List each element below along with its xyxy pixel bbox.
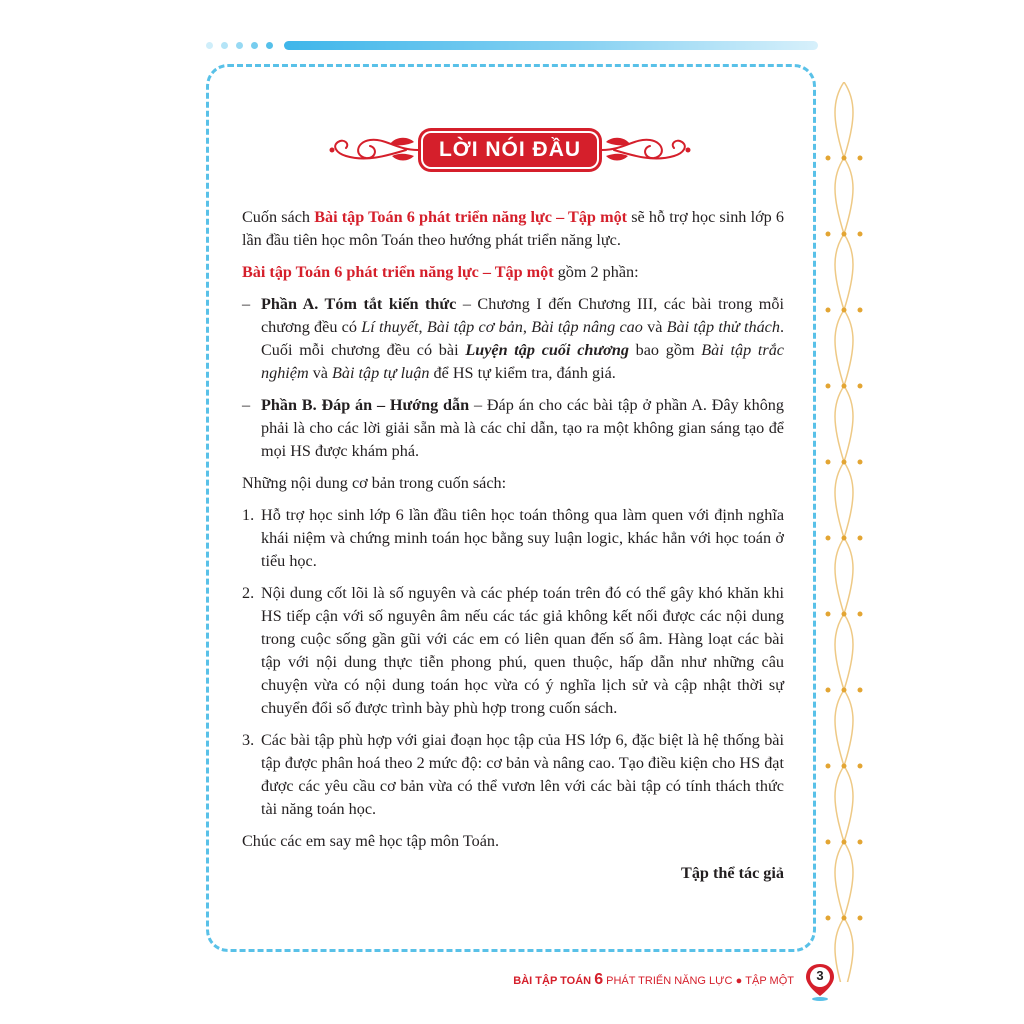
footer-grade: 6	[594, 971, 604, 988]
deco-dot	[266, 42, 273, 49]
part-a-item	[242, 293, 784, 385]
italic-run: Bài tập nâng cao	[531, 318, 643, 336]
item-number: 3.	[242, 731, 255, 749]
italic-run: Bài tập cơ bản	[426, 318, 523, 336]
item-number: 2.	[242, 584, 255, 602]
ornament-loop	[835, 538, 853, 614]
footer-bullet: ●	[735, 975, 743, 987]
right-ornament	[822, 82, 866, 982]
ornament-dot	[858, 460, 863, 465]
text-run: để HS tự kiểm tra, đánh giá.	[429, 364, 616, 382]
parts-intro	[242, 261, 784, 284]
list-item	[242, 729, 784, 821]
ornament-dot	[826, 688, 831, 693]
ornament-loop	[835, 766, 853, 842]
dash-marker: –	[242, 295, 251, 313]
item-text: Hỗ trợ học sinh lớp 6 lần đầu tiên học toán thông qua làm quen với định nghĩa khái niệm và chứng minh toán học bằng suy luận logic, khác hẳn với học toán ở tiểu học.	[261, 506, 784, 570]
signature: Tập thể tác giả	[681, 864, 784, 882]
deco-dot	[221, 42, 228, 49]
text-run: bao gồm	[628, 341, 702, 359]
italic-run: Lí thuyết	[361, 318, 419, 336]
book-title: Bài tập Toán 6 phát triển năng lực – Tập một	[314, 208, 628, 226]
ornament-dot	[826, 916, 831, 921]
ornament-dot	[858, 764, 863, 769]
text-run: ,	[418, 318, 427, 336]
part-a-title: Phần A. Tóm tắt kiến thức	[261, 295, 457, 313]
closing-line: Chúc các em say mê học tập môn Toán.	[242, 832, 500, 850]
footer-text-run: PHÁT TRIỂN NĂNG LỰC	[606, 975, 733, 987]
ornament-loop	[835, 234, 853, 310]
page-title: LỜI NÓI ĐẦU	[438, 138, 582, 161]
ornament-dot	[858, 612, 863, 617]
text-run: gồm 2 phần:	[553, 263, 639, 281]
preface-content	[242, 206, 784, 885]
item-text: Các bài tập phù hợp với giai đoạn học tập của HS lớp 6, đặc biệt là hệ thống bài tập được phân hoá theo 2 mức độ: cơ bản và nâng cao. Tạo điều kiện cho HS đạt được các yêu cầu cơ bản vừa có thể vươn lên với các bài tập có tính thách thức tài năng toán học.	[261, 731, 784, 818]
list-item	[242, 582, 784, 720]
footer-text-run: BÀI TẬP TOÁN	[513, 975, 592, 987]
ornament-dot	[858, 916, 863, 921]
italic-run: Bài tập tự luận	[332, 364, 430, 382]
deco-dot	[251, 42, 258, 49]
text-run: và	[308, 364, 333, 382]
ornament-dot	[858, 384, 863, 389]
bold-italic-run: Luyện tập cuối chương	[465, 341, 629, 359]
part-b-title: Phần B. Đáp án – Hướng dẫn	[261, 396, 470, 414]
text-run: Cuốn sách	[242, 208, 315, 226]
title-banner	[326, 126, 694, 174]
ornament-loop	[835, 690, 853, 766]
ornament-dot	[858, 688, 863, 693]
ornament-dot	[826, 840, 831, 845]
top-decoration	[204, 39, 818, 53]
ornament-dot	[826, 764, 831, 769]
text-run: – Đáp án cho các bài tập ở phần A. Đây không phải là cho các lời giải sẵn mà là các chỉ dẫn, tạo ra một không gian sáng tạo để mọi HS được khám phá.	[261, 396, 784, 460]
ornament-loop	[835, 386, 853, 462]
italic-run: Bài tập thử thách	[666, 318, 780, 336]
page-footer	[513, 962, 840, 1002]
ornament-dot	[858, 536, 863, 541]
ornament-dot	[858, 840, 863, 845]
item-text: Nội dung cốt lõi là số nguyên và các phép toán trên đó có thể gây khó khăn khi HS tiếp cận với số nguyên âm nếu các tác giả không kết nối được các nội dung trong cuộc sống gần gũi với các em có liên quan đến số âm. Hàng loạt các bài tập với nội dung thực tiễn phong phú, quen thuộc, hấp dẫn như những câu chuyện vừa có nội dung toán học vừa có ý nghĩa lịch sử và cập nhật thời sự chuyển đổi số được trình bày phù hợp trong cuốn sách.	[261, 584, 784, 717]
ornament-dot	[858, 156, 863, 161]
title-box	[421, 131, 599, 169]
ornament-dot	[826, 156, 831, 161]
contents-heading: Những nội dung cơ bản trong cuốn sách:	[242, 474, 507, 492]
ornament-dot	[858, 232, 863, 237]
italic-run: Bài tập trắc nghiệm	[261, 341, 784, 382]
text-run: ,	[522, 318, 532, 336]
page-number: 3	[816, 968, 824, 983]
ornament-dot	[826, 536, 831, 541]
text-run: sẽ hỗ trợ học sinh lớp 6 lần đầu tiên học môn Toán theo hướng phát triển năng lực.	[242, 208, 784, 249]
ornament-loop	[835, 614, 853, 690]
list-item	[242, 504, 784, 573]
ornament-dot	[826, 612, 831, 617]
footer-book-title	[513, 971, 794, 989]
text-run: và	[642, 318, 667, 336]
ornament-loop	[835, 842, 853, 918]
ornament-dot	[826, 232, 831, 237]
deco-bar	[284, 41, 818, 50]
ornament-dot	[826, 308, 831, 313]
deco-dot	[236, 42, 243, 49]
ornament-loop	[835, 158, 853, 234]
item-number: 1.	[242, 506, 255, 524]
ornament-loop	[835, 310, 853, 386]
ornament-dot	[826, 384, 831, 389]
ornament-loop	[835, 82, 853, 158]
footer-text-run: TẬP MỘT	[745, 975, 794, 987]
book-title: Bài tập Toán 6 phát triển năng lực – Tập một	[242, 263, 554, 281]
ornament-dot	[858, 308, 863, 313]
deco-dot	[206, 42, 213, 49]
part-b-item	[242, 394, 784, 463]
ornament-dot	[826, 460, 831, 465]
intro-paragraph	[242, 206, 784, 252]
dash-marker: –	[242, 396, 251, 414]
text-run: – Chương I đến Chương III, các bài trong mỗi chương đều có	[261, 295, 784, 336]
ornament-loop	[835, 462, 853, 538]
text-run: . Cuối mỗi chương đều có bài	[261, 318, 785, 359]
